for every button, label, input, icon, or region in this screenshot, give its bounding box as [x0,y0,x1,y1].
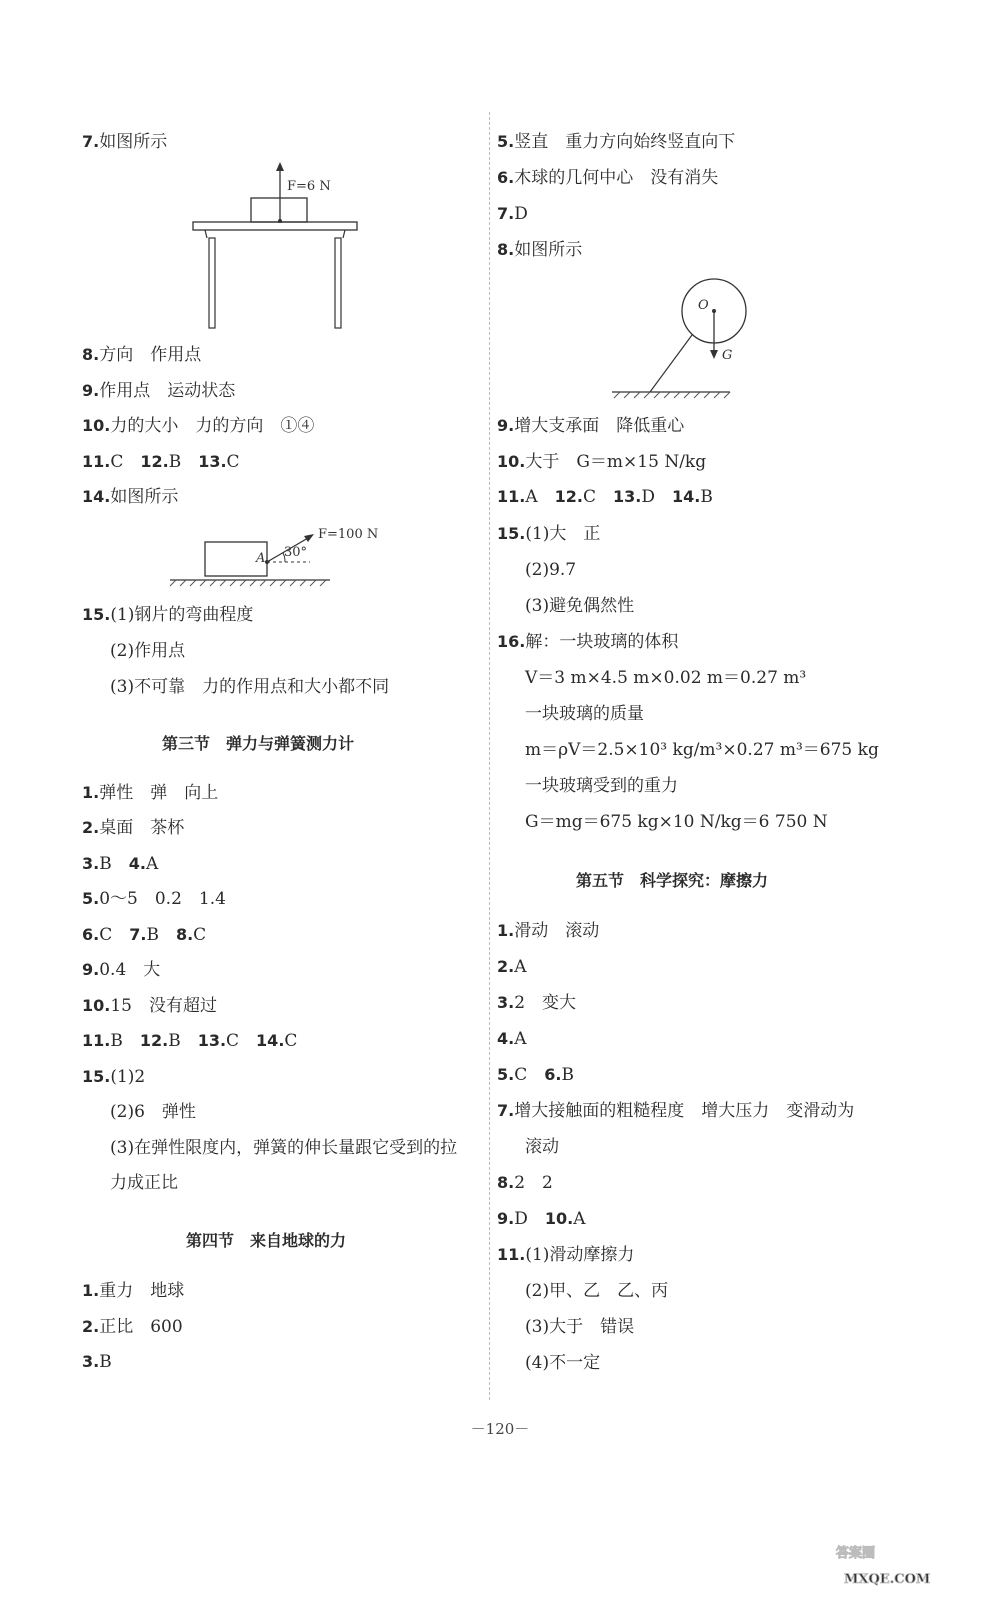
answer-line: 8.方向 作用点 [82,345,202,365]
answer-line: 10.大于 G＝m×15 N/kg [497,452,707,472]
table-force-figure [185,160,365,335]
answer-line: (3)大于 错误 [525,1317,635,1337]
answer-line: 15.(1)2 [82,1067,146,1087]
answer-line: 7.如图所示 [82,132,168,152]
answer-line: 2.A [497,957,527,977]
answer-line: 6.C 7.B 8.C [82,925,207,945]
answer-line: 力成正比 [110,1173,178,1193]
answer-line: 3.2 变大 [497,993,577,1013]
section-title: 第四节 来自地球的力 [186,1231,347,1250]
column-divider [489,112,490,1400]
answer-line: 15.(1)钢片的弯曲程度 [82,605,254,625]
answer-line: 一块玻璃受到的重力 [525,776,678,796]
answer-line: 9.0.4 大 [82,960,161,980]
answer-line: 一块玻璃的质量 [525,704,644,724]
angle-label: 30° [284,545,308,560]
svg-text:答案圈: 答案圈 [836,1546,876,1561]
answer-line: 14.如图所示 [82,487,179,507]
answer-line: (3)避免偶然性 [525,596,635,616]
answer-line: (2)甲、乙 乙、丙 [525,1281,669,1301]
answer-line: 8.如图所示 [497,240,583,260]
answer-line: 1.弹性 弹 向上 [82,783,219,803]
answer-line: 7.增大接触面的粗糙程度 增大压力 变滑动为 [497,1101,855,1121]
answer-line: 8.2 2 [497,1173,553,1193]
answer-line: m＝ρV＝2.5×10³ kg/m³×0.27 m³＝675 kg [525,740,879,760]
answer-line: 3.B [82,1352,129,1372]
gravity-label: G [722,348,733,363]
page-number: －120－ [470,1420,530,1438]
answer-line: 5.0～5 0.2 1.4 [82,889,226,909]
answer-line: (2)作用点 [110,641,186,661]
force-label: F=6 N [287,179,331,194]
answer-line: 1.重力 地球 [82,1281,185,1301]
answer-line: 6.木球的几何中心 没有消失 [497,168,719,188]
answer-line: (2)6 弹性 [110,1102,196,1122]
answer-line: 10.力的大小 力的方向 ①④ [82,416,315,436]
answer-line: 15.(1)大 正 [497,524,601,544]
answer-line: 9.D 10.A [497,1209,586,1229]
answer-line: 2.正比 600 [82,1317,183,1337]
answer-line: 11.A 12.C 13.D 14.B [497,487,713,507]
answer-line: 16.解：一块玻璃的体积 [497,632,679,652]
block-angled-force-figure [170,522,390,592]
answer-line: (2)9.7 [525,560,577,580]
answer-line: 10.15 没有超过 [82,996,217,1016]
answer-line: 7.D [497,204,528,224]
watermark-logo [830,1515,980,1590]
svg-text:MXQE.COM: MXQE.COM [844,1572,931,1587]
section-title: 第五节 科学探究：摩擦力 [576,871,769,890]
point-label: A [256,551,266,566]
answer-line: 9.作用点 运动状态 [82,381,236,401]
answer-line: (3)不可靠 力的作用点和大小都不同 [110,677,390,697]
answer-line: 4.A [497,1029,527,1049]
answer-line: 11.B 12.B 13.C 14.C [82,1031,298,1051]
answer-line: (4)不一定 [525,1353,601,1373]
answer-line: (3)在弹性限度内，弹簧的伸长量跟它受到的拉 [110,1138,458,1158]
answer-line: 11.C 12.B 13.C [82,452,240,472]
answer-line: 1.滑动 滚动 [497,921,600,941]
answer-line: 滚动 [525,1137,559,1157]
answer-line: 3.B 4.A [82,854,159,874]
ball-gravity-figure [610,275,750,400]
section-title: 第三节 弹力与弹簧测力计 [162,734,355,753]
answer-line: 5.C 6.B [497,1065,574,1085]
answer-line: 2.桌面 茶杯 [82,818,185,838]
answer-line: 9.增大支承面 降低重心 [497,416,685,436]
answer-line: G＝mg＝675 kg×10 N/kg＝6 750 N [525,812,828,832]
answer-line: 11.(1)滑动摩擦力 [497,1245,635,1265]
answer-line: V＝3 m×4.5 m×0.02 m＝0.27 m³ [525,668,807,688]
answer-line: 5.竖直 重力方向始终竖直向下 [497,132,736,152]
center-label: O [698,298,709,313]
force-label: F=100 N [318,527,379,542]
